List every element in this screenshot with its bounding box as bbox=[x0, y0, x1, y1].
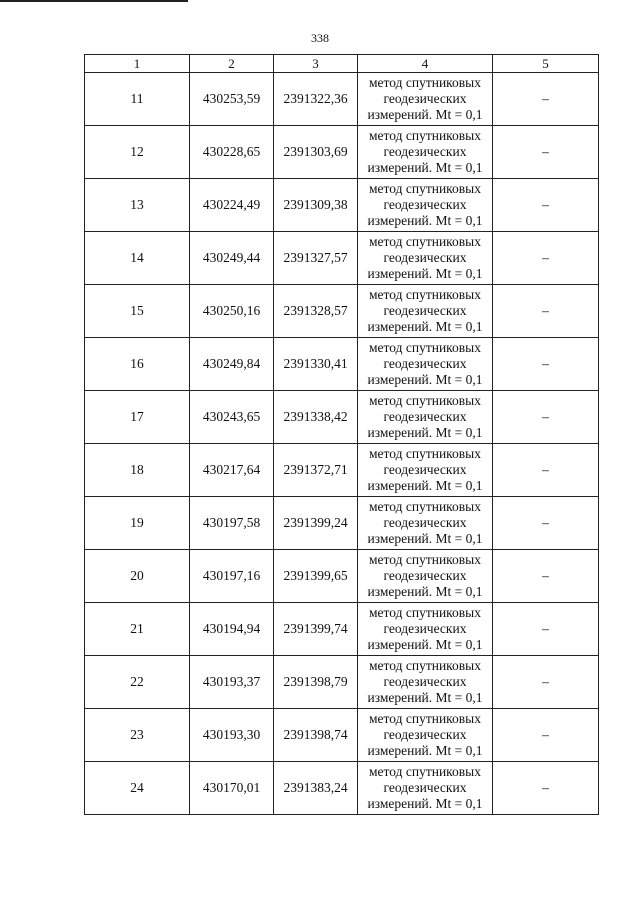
method-line: геодезических bbox=[383, 250, 467, 265]
method-line: метод спутниковых bbox=[369, 552, 481, 567]
point-number: 23 bbox=[85, 709, 190, 762]
method-line: геодезических bbox=[383, 409, 467, 424]
method-line: измерений. Mt = 0,1 bbox=[367, 743, 483, 758]
point-number: 13 bbox=[85, 179, 190, 232]
method-line: измерений. Mt = 0,1 bbox=[367, 637, 483, 652]
coordinate-y: 2391330,41 bbox=[274, 338, 358, 391]
method-line: геодезических bbox=[383, 303, 467, 318]
method-line: метод спутниковых bbox=[369, 658, 481, 673]
table-row bbox=[85, 444, 599, 497]
method-cell bbox=[358, 550, 493, 603]
column-header-4: 4 bbox=[358, 55, 493, 73]
table-row bbox=[85, 73, 599, 126]
column-5-value: – bbox=[493, 497, 599, 550]
method-line: геодезических bbox=[383, 780, 467, 795]
point-number: 15 bbox=[85, 285, 190, 338]
coordinate-x: 430249,84 bbox=[190, 338, 274, 391]
table-row bbox=[85, 232, 599, 285]
table-row bbox=[85, 497, 599, 550]
method-line: измерений. Mt = 0,1 bbox=[367, 690, 483, 705]
method-line: метод спутниковых bbox=[369, 128, 481, 143]
coordinate-y: 2391399,74 bbox=[274, 603, 358, 656]
column-5-value: – bbox=[493, 179, 599, 232]
column-5-value: – bbox=[493, 709, 599, 762]
method-cell bbox=[358, 762, 493, 815]
method-line: геодезических bbox=[383, 568, 467, 583]
column-5-value: – bbox=[493, 338, 599, 391]
table-row bbox=[85, 656, 599, 709]
coordinate-y: 2391303,69 bbox=[274, 126, 358, 179]
point-number: 24 bbox=[85, 762, 190, 815]
coordinates-table bbox=[84, 54, 599, 815]
coordinate-x: 430217,64 bbox=[190, 444, 274, 497]
method-line: метод спутниковых bbox=[369, 605, 481, 620]
method-line: измерений. Mt = 0,1 bbox=[367, 107, 483, 122]
column-header-1: 1 bbox=[85, 55, 190, 73]
method-line: метод спутниковых bbox=[369, 393, 481, 408]
method-line: метод спутниковых bbox=[369, 75, 481, 90]
coordinate-y: 2391399,24 bbox=[274, 497, 358, 550]
table-row bbox=[85, 762, 599, 815]
method-cell bbox=[358, 285, 493, 338]
coordinate-y: 2391309,38 bbox=[274, 179, 358, 232]
coordinate-x: 430253,59 bbox=[190, 73, 274, 126]
table-row bbox=[85, 391, 599, 444]
column-header-5: 5 bbox=[493, 55, 599, 73]
point-number: 20 bbox=[85, 550, 190, 603]
coordinate-y: 2391328,57 bbox=[274, 285, 358, 338]
coordinate-x: 430194,94 bbox=[190, 603, 274, 656]
method-cell bbox=[358, 444, 493, 497]
method-line: метод спутниковых bbox=[369, 287, 481, 302]
coordinate-x: 430224,49 bbox=[190, 179, 274, 232]
method-line: геодезических bbox=[383, 144, 467, 159]
method-line: геодезических bbox=[383, 674, 467, 689]
method-line: геодезических bbox=[383, 356, 467, 371]
top-rule bbox=[0, 0, 188, 2]
method-line: геодезических bbox=[383, 727, 467, 742]
method-line: метод спутниковых bbox=[369, 340, 481, 355]
method-line: геодезических bbox=[383, 621, 467, 636]
table-row bbox=[85, 179, 599, 232]
table-row bbox=[85, 338, 599, 391]
method-cell bbox=[358, 73, 493, 126]
table-row bbox=[85, 550, 599, 603]
method-line: геодезических bbox=[383, 91, 467, 106]
point-number: 16 bbox=[85, 338, 190, 391]
method-line: измерений. Mt = 0,1 bbox=[367, 319, 483, 334]
column-5-value: – bbox=[493, 73, 599, 126]
method-cell bbox=[358, 497, 493, 550]
column-5-value: – bbox=[493, 285, 599, 338]
point-number: 11 bbox=[85, 73, 190, 126]
column-5-value: – bbox=[493, 550, 599, 603]
table-row bbox=[85, 603, 599, 656]
method-line: измерений. Mt = 0,1 bbox=[367, 478, 483, 493]
table-row bbox=[85, 126, 599, 179]
method-line: измерений. Mt = 0,1 bbox=[367, 425, 483, 440]
column-5-value: – bbox=[493, 444, 599, 497]
coordinate-y: 2391398,79 bbox=[274, 656, 358, 709]
method-cell bbox=[358, 709, 493, 762]
method-line: геодезических bbox=[383, 515, 467, 530]
method-line: измерений. Mt = 0,1 bbox=[367, 531, 483, 546]
method-line: измерений. Mt = 0,1 bbox=[367, 584, 483, 599]
coordinate-y: 2391322,36 bbox=[274, 73, 358, 126]
point-number: 17 bbox=[85, 391, 190, 444]
column-5-value: – bbox=[493, 126, 599, 179]
coordinate-y: 2391372,71 bbox=[274, 444, 358, 497]
method-line: метод спутниковых bbox=[369, 181, 481, 196]
coordinate-x: 430228,65 bbox=[190, 126, 274, 179]
method-cell bbox=[358, 391, 493, 444]
column-5-value: – bbox=[493, 762, 599, 815]
coordinate-y: 2391338,42 bbox=[274, 391, 358, 444]
method-cell bbox=[358, 126, 493, 179]
method-cell bbox=[358, 656, 493, 709]
coordinate-y: 2391383,24 bbox=[274, 762, 358, 815]
method-line: измерений. Mt = 0,1 bbox=[367, 796, 483, 811]
column-5-value: – bbox=[493, 391, 599, 444]
method-line: метод спутниковых bbox=[369, 764, 481, 779]
coordinate-x: 430250,16 bbox=[190, 285, 274, 338]
coordinate-x: 430197,16 bbox=[190, 550, 274, 603]
table-row bbox=[85, 285, 599, 338]
point-number: 18 bbox=[85, 444, 190, 497]
method-line: геодезических bbox=[383, 197, 467, 212]
coordinate-x: 430249,44 bbox=[190, 232, 274, 285]
coordinate-x: 430193,30 bbox=[190, 709, 274, 762]
page-number: 338 bbox=[311, 31, 329, 45]
point-number: 19 bbox=[85, 497, 190, 550]
method-line: измерений. Mt = 0,1 bbox=[367, 372, 483, 387]
table-row bbox=[85, 709, 599, 762]
point-number: 21 bbox=[85, 603, 190, 656]
method-line: метод спутниковых bbox=[369, 499, 481, 514]
coordinate-y: 2391327,57 bbox=[274, 232, 358, 285]
point-number: 14 bbox=[85, 232, 190, 285]
method-line: метод спутниковых bbox=[369, 711, 481, 726]
method-line: измерений. Mt = 0,1 bbox=[367, 160, 483, 175]
method-cell bbox=[358, 603, 493, 656]
column-header-3: 3 bbox=[274, 55, 358, 73]
column-header-2: 2 bbox=[190, 55, 274, 73]
coordinate-y: 2391398,74 bbox=[274, 709, 358, 762]
method-cell bbox=[358, 232, 493, 285]
column-5-value: – bbox=[493, 603, 599, 656]
method-line: метод спутниковых bbox=[369, 446, 481, 461]
method-cell bbox=[358, 338, 493, 391]
header-row bbox=[85, 55, 599, 73]
point-number: 22 bbox=[85, 656, 190, 709]
method-line: измерений. Mt = 0,1 bbox=[367, 266, 483, 281]
method-line: метод спутниковых bbox=[369, 234, 481, 249]
column-5-value: – bbox=[493, 656, 599, 709]
coordinate-x: 430197,58 bbox=[190, 497, 274, 550]
method-line: измерений. Mt = 0,1 bbox=[367, 213, 483, 228]
coordinate-x: 430243,65 bbox=[190, 391, 274, 444]
coordinate-x: 430170,01 bbox=[190, 762, 274, 815]
point-number: 12 bbox=[85, 126, 190, 179]
method-line: геодезических bbox=[383, 462, 467, 477]
column-5-value: – bbox=[493, 232, 599, 285]
coordinate-x: 430193,37 bbox=[190, 656, 274, 709]
method-cell bbox=[358, 179, 493, 232]
coordinate-y: 2391399,65 bbox=[274, 550, 358, 603]
